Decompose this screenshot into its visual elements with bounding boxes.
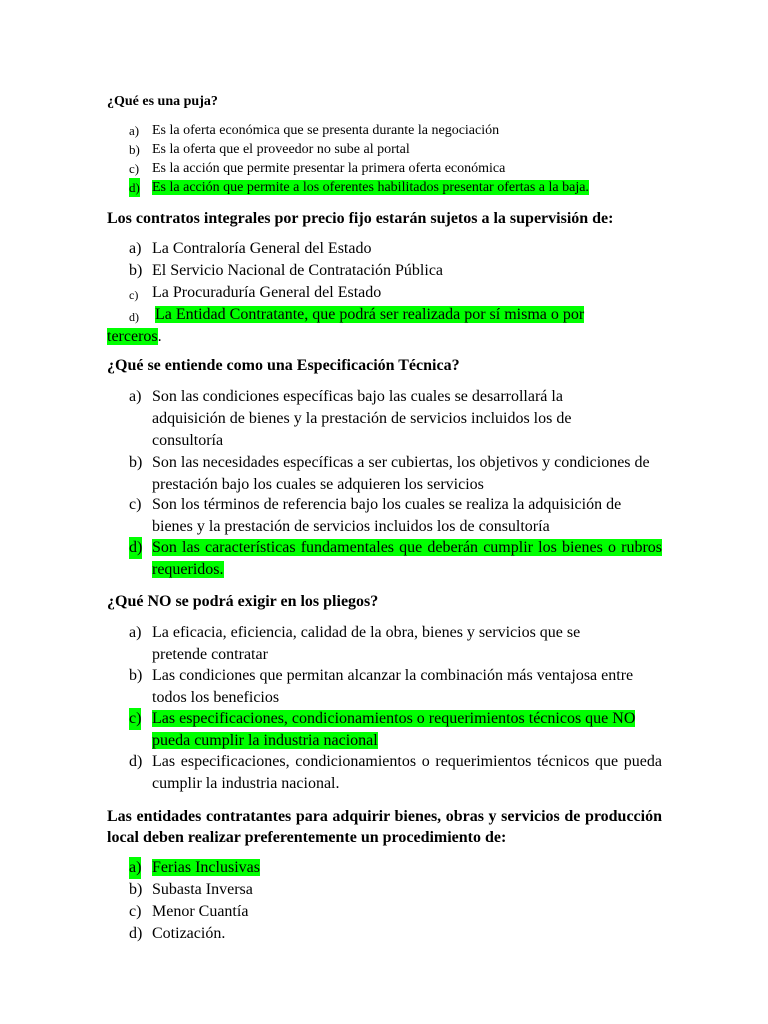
option-marker: b) bbox=[129, 667, 143, 684]
question-3-prompt: ¿Qué se entiende como una Especificación Técnica? bbox=[107, 357, 460, 374]
option-suffix: . bbox=[157, 328, 162, 345]
option-marker: b) bbox=[129, 262, 143, 279]
correct-answer-highlight: Son las características fundamentales que deberán cumplir los bienes o rubros requeridos. bbox=[152, 539, 662, 578]
question-5-option-b bbox=[107, 879, 662, 901]
option-marker: c) bbox=[129, 161, 140, 176]
option-text: Menor Cuantía bbox=[152, 903, 249, 920]
question-3-option-b bbox=[107, 452, 662, 496]
option-marker: a) bbox=[129, 123, 140, 138]
option-marker: a) bbox=[129, 240, 142, 257]
option-marker: b) bbox=[129, 454, 143, 471]
option-marker: d) bbox=[129, 925, 143, 942]
option-text: Es la acción que permite presentar la primera oferta económica bbox=[152, 161, 506, 176]
option-marker: a) bbox=[129, 388, 142, 405]
question-3-option-c bbox=[107, 494, 662, 538]
option-text: Es la oferta que el proveedor no sube al portal bbox=[152, 142, 410, 157]
option-marker: d) bbox=[129, 537, 142, 559]
correct-answer-highlight: Ferias Inclusivas bbox=[152, 859, 260, 876]
option-text: Cotización. bbox=[152, 925, 226, 942]
option-text: Las condiciones que permitan alcanzar la combinación más ventajosa entre todos los beneficios bbox=[152, 667, 634, 706]
option-text: Subasta Inversa bbox=[152, 881, 253, 898]
question-5-option-c bbox=[107, 901, 662, 923]
option-marker: c) bbox=[129, 496, 142, 513]
option-marker: d) bbox=[129, 310, 139, 324]
question-4-option-a bbox=[107, 622, 617, 666]
option-marker: c) bbox=[129, 288, 139, 302]
option-marker: d) bbox=[129, 753, 143, 770]
option-marker: a) bbox=[129, 857, 141, 879]
correct-answer-highlight: La Entidad Contratante, que podrá ser realizada por sí misma o por terceros bbox=[107, 306, 585, 345]
question-2-option-a bbox=[107, 238, 662, 260]
question-1-option-c bbox=[107, 159, 662, 178]
question-4-option-c-correct bbox=[107, 708, 662, 752]
option-marker: b) bbox=[129, 142, 140, 157]
question-4-option-b bbox=[107, 665, 662, 709]
option-marker: b) bbox=[129, 881, 143, 898]
option-text: El Servicio Nacional de Contratación Pública bbox=[152, 262, 444, 279]
question-5-option-a-correct bbox=[107, 857, 662, 879]
question-5-prompt: Las entidades contratantes para adquirir bienes, obras y servicios de producción local deben realizar preferentemente un procedimiento de: bbox=[107, 808, 662, 846]
option-marker: c) bbox=[129, 903, 142, 920]
question-1-option-b bbox=[107, 140, 662, 159]
question-2-option-d-correct bbox=[107, 304, 617, 348]
question-1-prompt: ¿Qué es una puja? bbox=[107, 94, 218, 109]
option-text: La Contraloría General del Estado bbox=[152, 240, 372, 257]
question-2-option-c bbox=[107, 282, 662, 304]
option-text: Las especificaciones, condicionamientos o requerimientos técnicos que pueda cumplir la industria nacional. bbox=[152, 753, 662, 792]
question-5-option-d bbox=[107, 923, 662, 945]
option-text: Son las necesidades específicas a ser cubiertas, los objetivos y condiciones de prestación bajo los cuales se adquieren los servicios bbox=[152, 454, 650, 493]
correct-answer-highlight: Es la acción que permite a los oferentes habilitados presentar ofertas a la baja. bbox=[152, 180, 589, 195]
option-marker: c) bbox=[129, 708, 141, 730]
option-text: Son los términos de referencia bajo los cuales se realiza la adquisición de bienes y la prestación de servicios incluidos los de consultoría bbox=[152, 496, 622, 535]
question-1-option-d-correct bbox=[107, 178, 662, 197]
question-2-prompt: Los contratos integrales por precio fijo estarán sujetos a la supervisión de: bbox=[107, 210, 614, 227]
question-3-option-a bbox=[107, 386, 627, 452]
option-text: La eficacia, eficiencia, calidad de la obra, bienes y servicios que se pretende contratar bbox=[152, 624, 581, 663]
option-marker: d) bbox=[129, 180, 140, 195]
question-1-option-a bbox=[107, 121, 662, 140]
question-4-option-d bbox=[107, 751, 662, 795]
correct-answer-highlight: Las especificaciones, condicionamientos o requerimientos técnicos que NO pueda cumplir la industria nacional bbox=[152, 710, 636, 749]
question-4-prompt: ¿Qué NO se podrá exigir en los pliegos? bbox=[107, 593, 379, 610]
option-text: La Procuraduría General del Estado bbox=[152, 284, 382, 301]
option-text: Es la oferta económica que se presenta durante la negociación bbox=[152, 123, 500, 138]
question-3-option-d-correct bbox=[107, 537, 662, 581]
option-text: Son las condiciones específicas bajo las cuales se desarrollará la adquisición de bienes y la prestación de servicios incluidos los de consultoría bbox=[152, 388, 572, 449]
question-2-option-b bbox=[107, 260, 662, 282]
option-marker: a) bbox=[129, 624, 142, 641]
